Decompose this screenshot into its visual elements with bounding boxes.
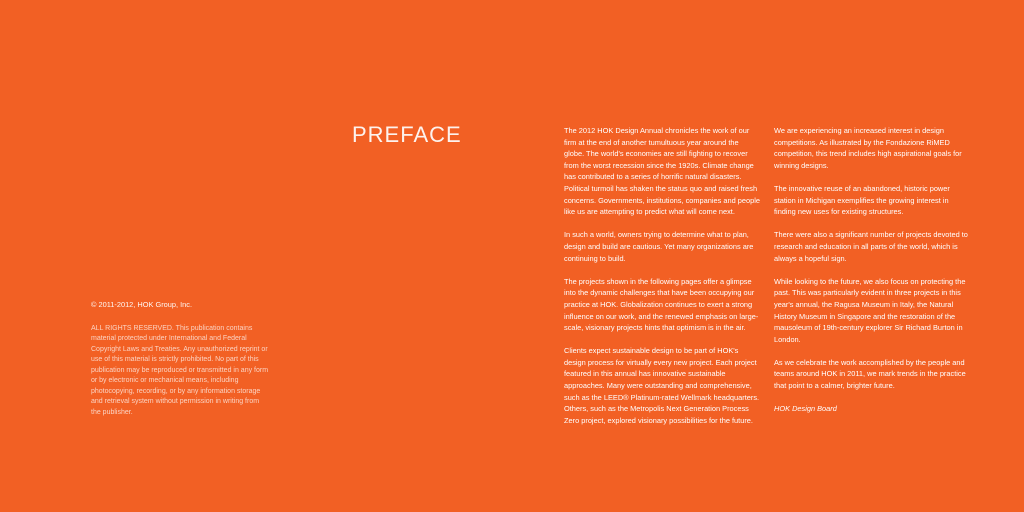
paragraph: The projects shown in the following pages offer a glimpse into the dynamic challenges that have been occupying our practice at HOK. Globalization continues to exert a strong influence on our work, and the renewed emphasis on large-scale, visionary projects hints that optimism is in the air.: [564, 276, 759, 333]
rights-reserved-notice: ALL RIGHTS RESERVED. This publication contains material protected under International and Federal Copyright Laws and Treaties. Any unauthorized reprint or use of this material is strictly prohibited. No part of this publication may be reproduced or transmitted in any form or by electronic or mechanical means, including photocopying, recording, or by any information storage and retrieval system without permission in writing from the publisher.: [91, 324, 269, 416]
text-column-1: [564, 125, 760, 438]
paragraph: As we celebrate the work accomplished by the people and teams around HOK in 2011, we mark trends in the practice that point to a calmer, brighter future.: [774, 357, 966, 391]
paragraph: In such a world, owners trying to determine what to plan, design and build are cautious. Yet many organizations are continuing to build.: [564, 230, 754, 263]
paragraph: We are experiencing an increased interest in design competitions. As illustrated by the Fondazione RiMED competition, this trend includes high aspirational goals for winning designs.: [774, 126, 962, 170]
copyright-line: © 2011-2012, HOK Group, Inc.: [91, 300, 193, 309]
paragraph: There were also a significant number of projects devoted to research and education in all parts of the world, which is always a hopeful sign.: [774, 230, 968, 263]
paragraph: While looking to the future, we also focus on protecting the past. This was particularly evident in three projects in this year's annual, the Ragusa Museum in Italy, the Natural History Museum in Singapore and the restoration of the mausoleum of 19th-century explorer Sir Richard Burton in London.: [774, 276, 966, 344]
paragraph: The innovative reuse of an abandoned, historic power station in Michigan exemplifies the growing interest in finding new uses for existing structures.: [774, 183, 950, 217]
text-column-2: [774, 125, 972, 426]
signature: HOK Design Board: [774, 404, 837, 414]
page-title: PREFACE: [352, 122, 462, 147]
copyright-block: [91, 300, 269, 418]
paragraph: The 2012 HOK Design Annual chronicles the work of our firm at the end of another tumultuous year around the globe. The world's economies are still fighting to recover from the worst recession since the 1920s. Climate change has contributed to a series of horrific natural disasters. Political turmoil has shaken the status quo and raised fresh concerns. Governments, institutions, companies and people like us are attempting to predict what will come next.: [564, 126, 760, 217]
paragraph: Clients expect sustainable design to be part of HOK's design process for virtually every new project. Each project featured in this annual has innovative sustainable approaches. Many were outstanding and comprehensive, such as the LEED® Platinum-rated Wellmark headquarters. Others, such as the Metropolis Next Generation Process Zero project, explored visionary possibilities for the future.: [564, 346, 760, 425]
